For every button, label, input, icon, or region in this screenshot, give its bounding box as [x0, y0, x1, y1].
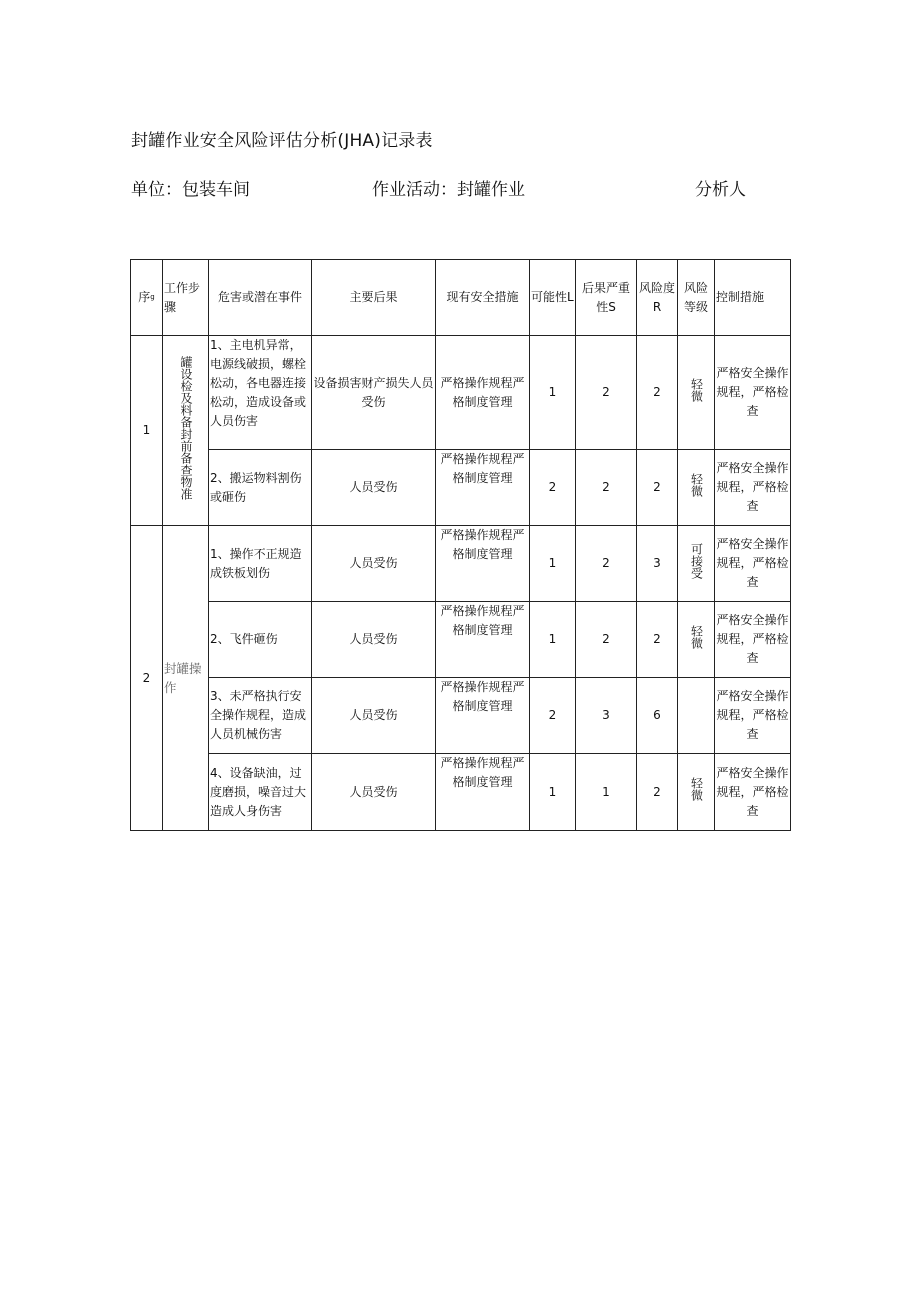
measures-cell: 严格操作规程严格制度管理	[436, 336, 530, 450]
measures-cell: 严格操作规程严格制度管理	[436, 754, 530, 831]
control-cell: 严格安全操作规程，严格检查	[715, 336, 791, 450]
header-likelihood: 可能性L	[530, 260, 576, 336]
consequence-cell: 人员受伤	[312, 450, 436, 526]
level-cell: 轻微	[678, 754, 715, 831]
unit-label: 单位：包装车间	[131, 180, 250, 200]
likelihood-cell: 2	[530, 678, 576, 754]
table-row	[131, 678, 791, 754]
measures-cell: 严格操作规程严格制度管理	[436, 526, 530, 602]
header-seq: 序g	[131, 260, 163, 336]
hazard-cell: 1、主电机异常，电源线破损，螺栓松动，各电器连接松动，造成设备或人员伤害	[209, 336, 312, 450]
table-row	[131, 336, 791, 450]
hazard-cell: 2、飞件砸伤	[209, 602, 312, 678]
consequence-cell: 设备损害财产损失人员受伤	[312, 336, 436, 450]
severity-cell: 2	[576, 602, 637, 678]
header-step: 工作步骤	[163, 260, 209, 336]
header-row	[131, 260, 791, 336]
severity-cell: 3	[576, 678, 637, 754]
step-cell: 封罐操作	[163, 526, 209, 831]
header-level: 风险等级	[678, 260, 715, 336]
risk-cell: 3	[637, 526, 678, 602]
table-row	[131, 526, 791, 602]
jha-table	[130, 259, 791, 831]
risk-cell: 2	[637, 754, 678, 831]
severity-cell: 1	[576, 754, 637, 831]
likelihood-cell: 1	[530, 754, 576, 831]
severity-cell: 2	[576, 336, 637, 450]
seq-cell: 2	[131, 526, 163, 831]
header-hazard: 危害或潜在事件	[209, 260, 312, 336]
measures-cell: 严格操作规程严格制度管理	[436, 678, 530, 754]
likelihood-cell: 1	[530, 602, 576, 678]
control-cell: 严格安全操作规程，严格检查	[715, 678, 791, 754]
likelihood-cell: 1	[530, 336, 576, 450]
control-cell: 严格安全操作规程，严格检查	[715, 526, 791, 602]
likelihood-cell: 2	[530, 450, 576, 526]
consequence-cell: 人员受伤	[312, 602, 436, 678]
consequence-cell: 人员受伤	[312, 678, 436, 754]
step-cell: 罐设检及料备封前备查物准	[163, 336, 209, 526]
risk-cell: 2	[637, 602, 678, 678]
document-title: 封罐作业安全风险评估分析(JHA)记录表	[131, 131, 433, 151]
header-control: 控制措施	[715, 260, 791, 336]
hazard-cell: 3、未严格执行安全操作规程，造成人员机械伤害	[209, 678, 312, 754]
control-cell: 严格安全操作规程，严格检查	[715, 450, 791, 526]
table-row	[131, 602, 791, 678]
level-cell: 可接受	[678, 526, 715, 602]
activity-label: 作业活动：封罐作业	[372, 180, 525, 200]
header-risk: 风险度R	[637, 260, 678, 336]
likelihood-cell: 1	[530, 526, 576, 602]
risk-cell: 2	[637, 450, 678, 526]
level-cell	[678, 678, 715, 754]
hazard-cell: 2、搬运物料割伤或砸伤	[209, 450, 312, 526]
risk-cell: 6	[637, 678, 678, 754]
level-cell: 轻微	[678, 450, 715, 526]
consequence-cell: 人员受伤	[312, 754, 436, 831]
table-row	[131, 754, 791, 831]
analyst-label: 分析人	[695, 180, 746, 200]
table-row	[131, 450, 791, 526]
hazard-cell: 4、设备缺油，过度磨损，噪音过大造成人身伤害	[209, 754, 312, 831]
control-cell: 严格安全操作规程，严格检查	[715, 602, 791, 678]
risk-cell: 2	[637, 336, 678, 450]
severity-cell: 2	[576, 526, 637, 602]
control-cell: 严格安全操作规程，严格检查	[715, 754, 791, 831]
hazard-cell: 1、操作不正规造成铁板划伤	[209, 526, 312, 602]
level-cell: 轻微	[678, 336, 715, 450]
header-measures: 现有安全措施	[436, 260, 530, 336]
consequence-cell: 人员受伤	[312, 526, 436, 602]
header-consequence: 主要后果	[312, 260, 436, 336]
measures-cell: 严格操作规程严格制度管理	[436, 450, 530, 526]
level-cell: 轻微	[678, 602, 715, 678]
measures-cell: 严格操作规程严格制度管理	[436, 602, 530, 678]
seq-cell: 1	[131, 336, 163, 526]
severity-cell: 2	[576, 450, 637, 526]
header-severity: 后果严重性S	[576, 260, 637, 336]
